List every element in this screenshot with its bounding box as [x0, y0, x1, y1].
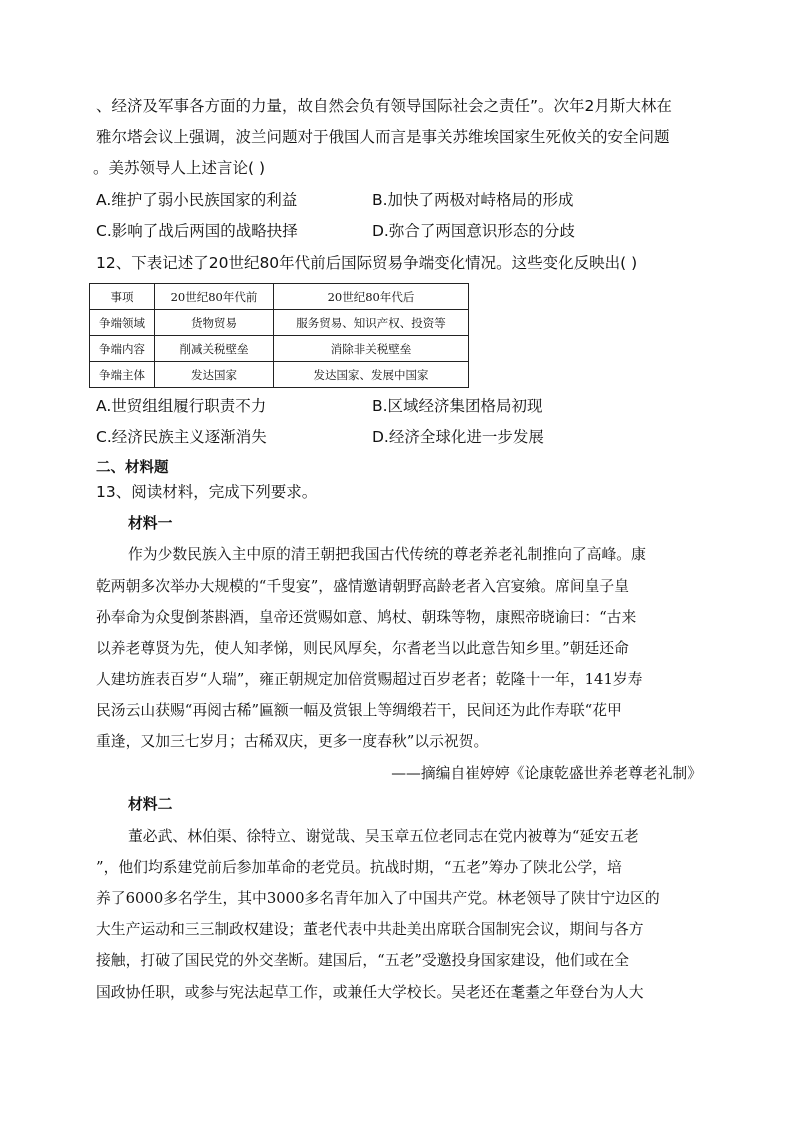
q11-option-b: B.加快了两极对峙格局的形成 — [372, 191, 574, 209]
table-row — [90, 362, 469, 388]
table-cell: 削减关税壁垒 — [155, 336, 274, 362]
material-2-line: 接触，打破了国民党的外交垄断。建国后，“五老”受邀投身国家建设，他们或在全 — [96, 952, 630, 969]
table-cell: 争端内容 — [90, 336, 155, 362]
table-header-cell: 20世纪80年代后 — [274, 284, 469, 310]
material-1-line: 重逢，又加三七岁月；古稀双庆，更多一度春秋”以示祝贺。 — [96, 733, 489, 750]
table-row — [90, 336, 469, 362]
q12-stem: 12、下表记述了20世纪80年代前后国际贸易争端变化情况。这些变化反映出( ) — [96, 254, 638, 272]
q11-stem-line-2: 雅尔塔会议上强调，波兰问题对于俄国人而言是事关苏维埃国家生死攸关的安全问题 — [96, 128, 670, 146]
material-1-line: 民汤云山获赐“再阅古稀”匾额一幅及赏银上等绸缎若干，民间还为此作寿联“花甲 — [96, 702, 622, 719]
q11-stem-line-3: 。美苏领导人上述言论( ) — [93, 159, 266, 177]
q11-stem-line-1: 、经济及军事各方面的力量，故自然会负有领导国际社会之责任”。次年2月斯大林在 — [96, 97, 672, 115]
table-cell: 货物贸易 — [155, 310, 274, 336]
table-row — [90, 310, 469, 336]
q12-option-c: C.经济民族主义逐渐消失 — [96, 428, 267, 446]
table-cell: 争端领域 — [90, 310, 155, 336]
table-header-cell: 20世纪80年代前 — [155, 284, 274, 310]
table-cell: 发达国家 — [155, 362, 274, 388]
q12-option-b: B.区域经济集团格局初现 — [372, 397, 543, 415]
trade-dispute-table — [89, 283, 469, 388]
material-1-line: 以养老尊贤为先，使人知孝悌，则民风厚矣，尔耆老当以此意告知乡里。”朝廷还命 — [96, 640, 629, 657]
material-1-line: 孙奉命为众叟倒茶斟酒，皇帝还赏赐如意、鸠杖、朝珠等物，康熙帝晓谕曰：“古来 — [96, 609, 637, 626]
material-1-heading: 材料一 — [128, 515, 173, 532]
q11-option-d: D.弥合了两国意识形态的分歧 — [372, 222, 575, 240]
table-header-cell: 事项 — [90, 284, 155, 310]
material-1-source: ——摘编自崔婷婷《论康乾盛世养老尊老礼制》 — [391, 765, 702, 782]
q11-option-a: A.维护了弱小民族国家的利益 — [96, 191, 298, 209]
table-cell: 消除非关税壁垒 — [274, 336, 469, 362]
material-1-line: 人建坊旌表百岁“人瑞”，雍正朝规定加倍赏赐超过百岁老者；乾隆十一年，141岁寿 — [96, 671, 643, 688]
material-2-heading: 材料二 — [128, 796, 173, 813]
material-2-line: 养了6000多名学生，其中3000多名青年加入了中国共产党。林老领导了陕甘宁边区的 — [96, 890, 660, 907]
material-2-line: ”，他们均系建党前后参加革命的老党员。抗战时期，“五老”筹办了陕北公学，培 — [96, 859, 622, 876]
section-title: 二、材料题 — [96, 460, 169, 476]
q12-option-a: A.世贸组组履行职责不力 — [96, 397, 267, 415]
material-2-line: 大生产运动和三三制政权建设；董老代表中共赴美出席联合国制宪会议，期间与各方 — [96, 921, 644, 938]
material-2-line: 国政协任职，或参与宪法起草工作，或兼任大学校长。吴老还在耄耋之年登台为人大 — [96, 984, 644, 1001]
material-1-line: 作为少数民族入主中原的清王朝把我国古代传统的尊老养老礼制推向了高峰。康 — [128, 546, 646, 563]
q12-option-d: D.经济全球化进一步发展 — [372, 428, 544, 446]
material-2-line: 董必武、林伯渠、徐特立、谢觉哉、吴玉章五位老同志在党内被尊为“延安五老 — [128, 828, 639, 845]
table-cell: 争端主体 — [90, 362, 155, 388]
table-cell: 发达国家、发展中国家 — [274, 362, 469, 388]
table-header-row — [90, 284, 469, 310]
q11-option-c: C.影响了战后两国的战略抉择 — [96, 222, 298, 240]
material-1-line: 乾两朝多次举办大规模的“千叟宴”，盛情邀请朝野高龄老者入宫宴飨。席间皇子皇 — [96, 578, 630, 595]
q13-stem: 13、阅读材料，完成下列要求。 — [96, 483, 318, 501]
table-cell: 服务贸易、知识产权、投资等 — [274, 310, 469, 336]
